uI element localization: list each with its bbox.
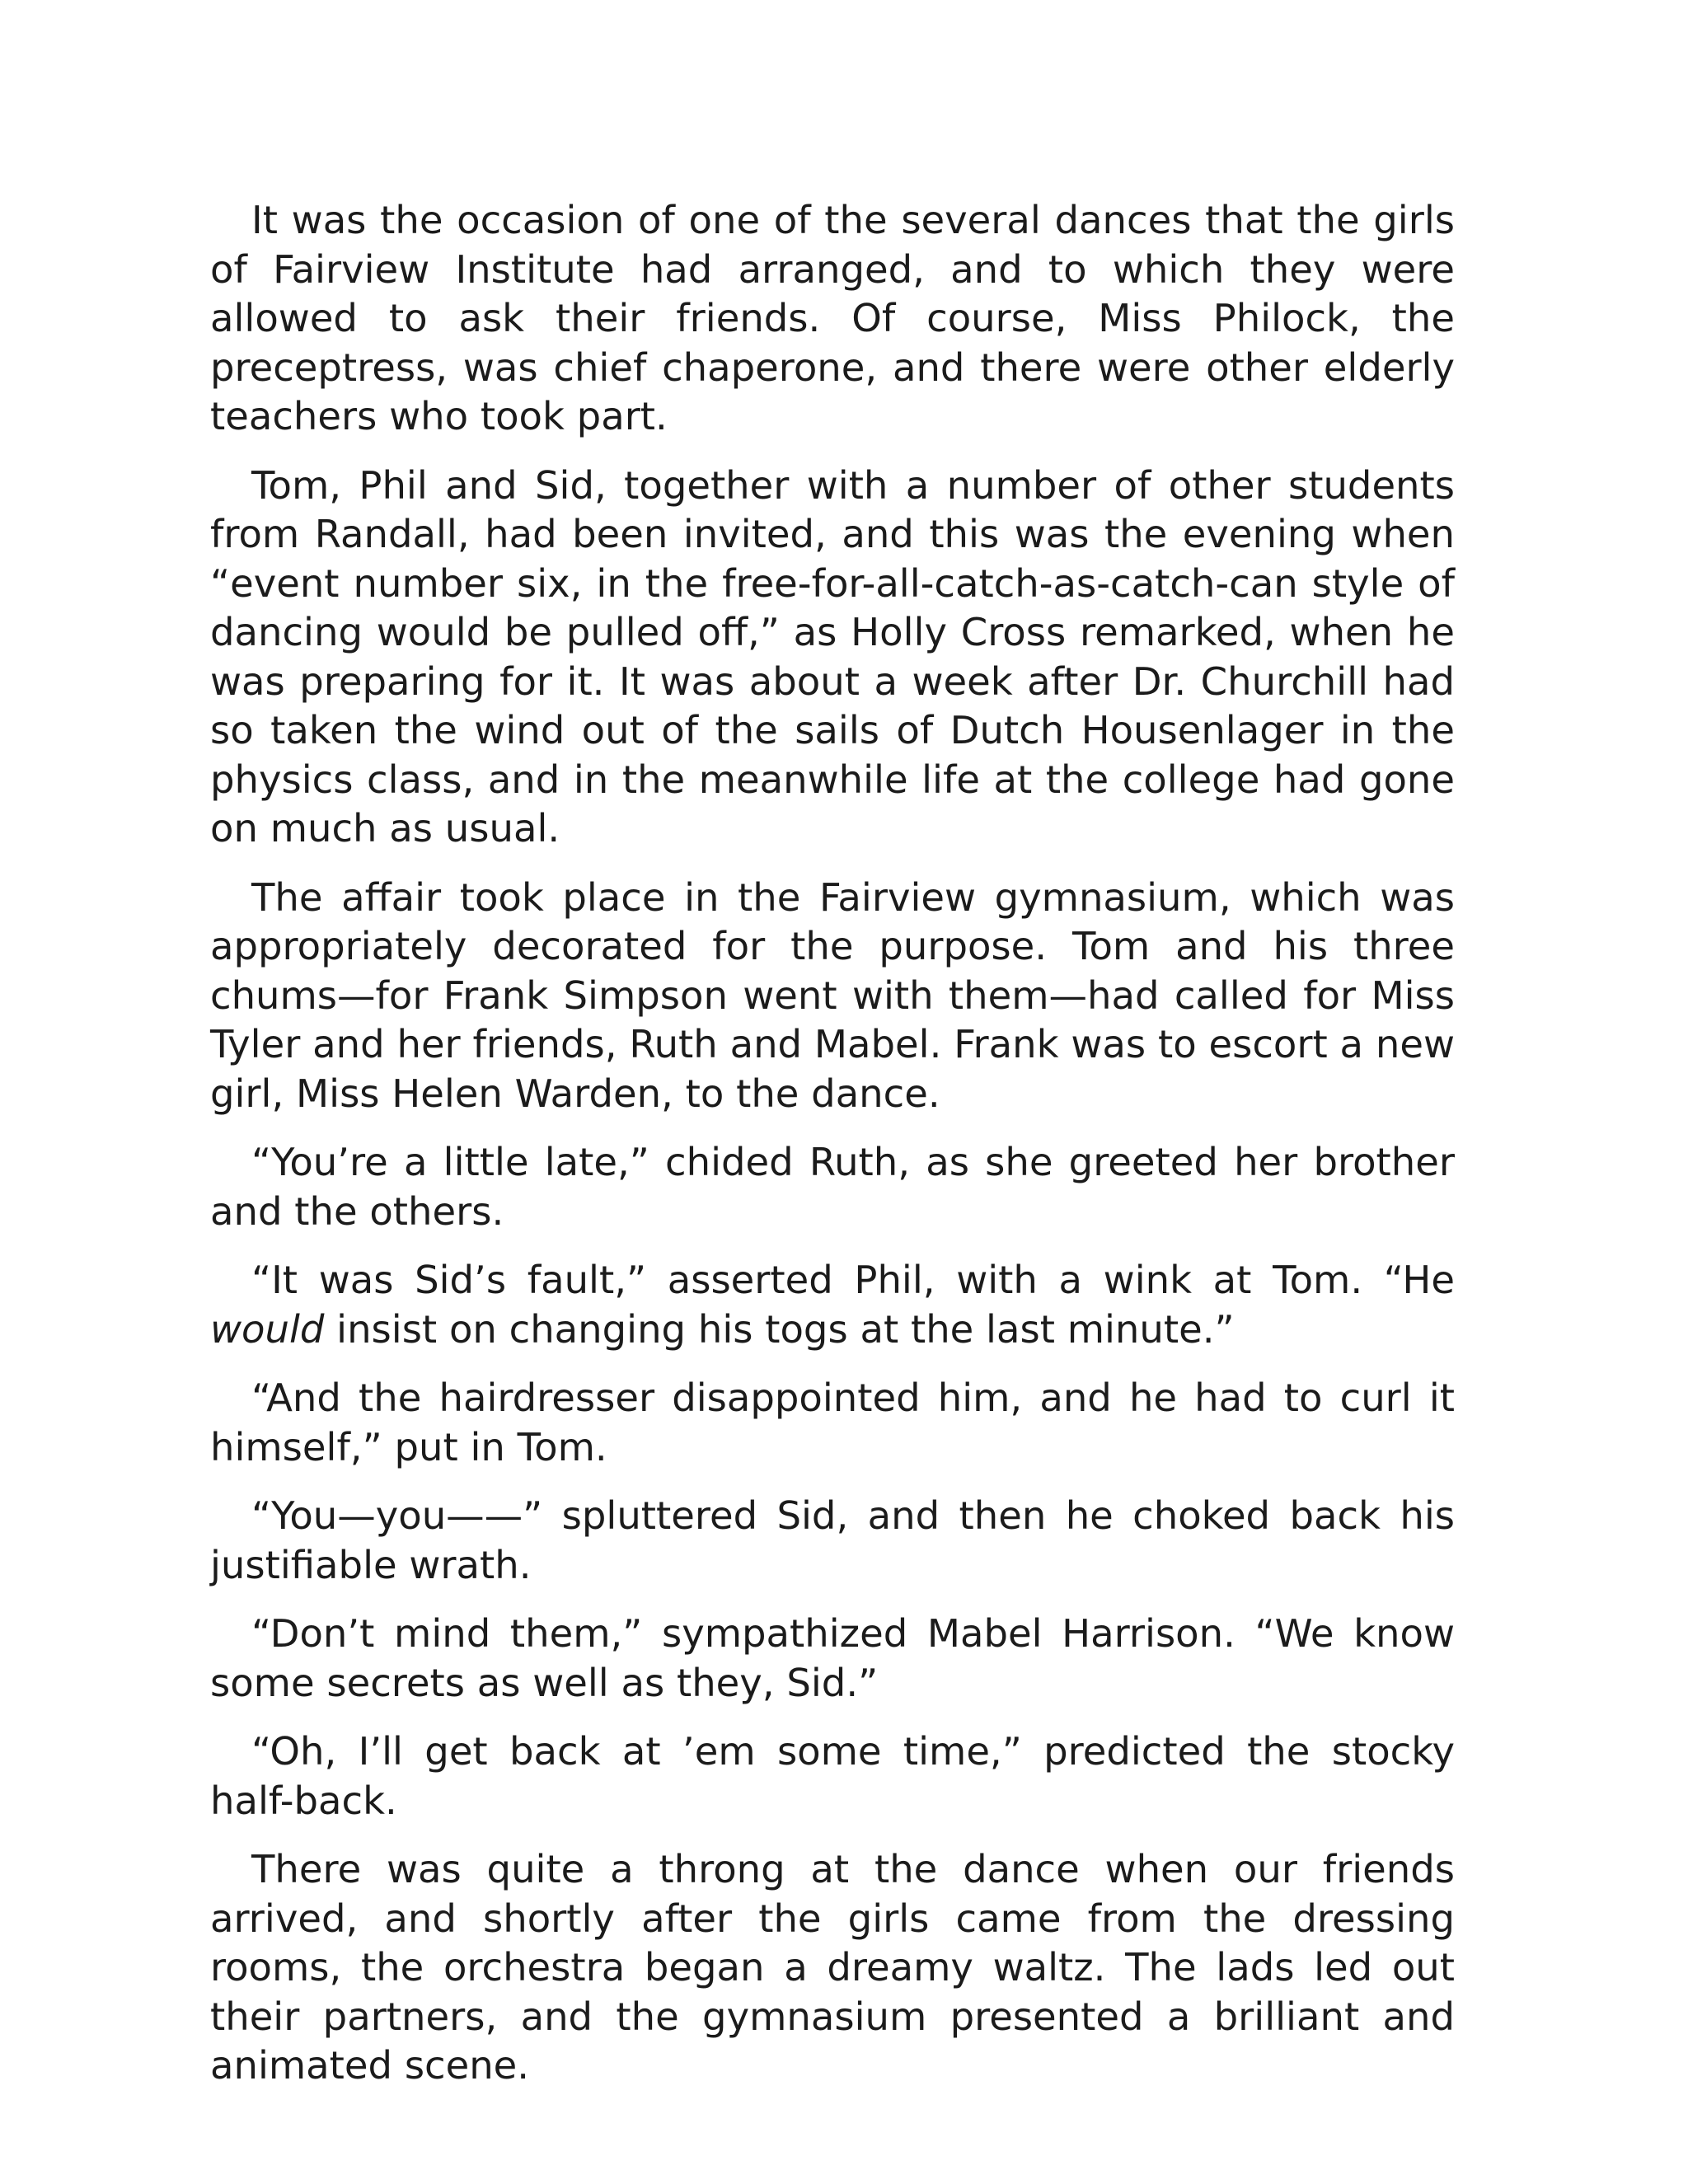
paragraph-9: “Oh, I’ll get back at ’em some time,” predicted the stocky half-back.: [210, 1729, 1455, 1823]
paragraph-3: The affair took place in the Fairview gymnasium, which was appropriately decorated for the purpose. Tom and his three chums—for Frank Simpson went with them—had called for Miss Tyler and her friends, Ruth and Mabel. Frank was to escort a new girl, Miss Helen Warden, to the dance.: [210, 874, 1455, 1116]
paragraph-5-before: “It was Sid’s fault,” asserted Phil, with a wink at Tom. “He: [251, 1258, 1455, 1302]
page-body: [210, 196, 1455, 2111]
paragraph-4: “You’re a little late,” chided Ruth, as she greeted her brother and the others.: [210, 1140, 1455, 1234]
paragraph-1: It was the occasion of one of the several dances that the girls of Fairview Institute had arranged, and to which they were allowed to ask their friends. Of course, Miss Philock, the preceptress, was chief chaperone, and there were other elderly teachers who took part.: [210, 198, 1455, 438]
paragraph-5: [210, 1256, 1455, 1354]
paragraph-7: “You—you——” spluttered Sid, and then he choked back his justifiable wrath.: [210, 1493, 1455, 1587]
paragraph-5-emphasis: would: [210, 1306, 325, 1352]
paragraph-2: Tom, Phil and Sid, together with a number of other students from Randall, had been invited, and this was the evening when “event number six, in the free-for-all-catch-as-catch-can style of dancing would be pulled off,” as Holly Cross remarked, when he was preparing for it. It was about a week after Dr. Churchill had so taken the wind out of the sails of Dutch Housenlager in the physics class, and in the meanwhile life at the college had gone on much as usual.: [210, 462, 1455, 851]
paragraph-8: “Don’t mind them,” sympathized Mabel Harrison. “We know some secrets as well as they, Sid.”: [210, 1611, 1455, 1705]
paragraph-6: “And the hairdresser disappointed him, and he had to curl it himself,” put in Tom.: [210, 1376, 1455, 1469]
paragraph-5-after: insist on changing his togs at the last minute.”: [324, 1306, 1235, 1352]
paragraph-10: There was quite a throng at the dance when our friends arrived, and shortly after the girls came from the dressing rooms, the orchestra began a dreamy waltz. The lads led out their partners, and the gymnasium presented a brilliant and animated scene.: [210, 1847, 1455, 2088]
